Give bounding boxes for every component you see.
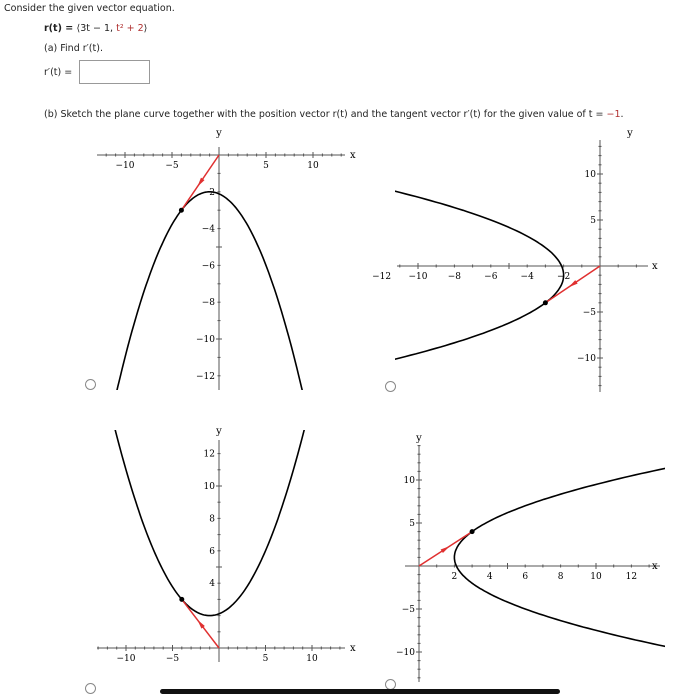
scrollbar[interactable] [160,689,560,694]
t-value: −1 [606,109,621,120]
y-tick-label: 2 [209,187,215,198]
x-tick-label: −4 [520,272,534,282]
eq-y: t² + 2 [116,23,144,34]
curve-point [470,529,475,534]
x-tick-label: 10 [306,654,318,664]
x-tick-label: 4 [486,572,493,582]
y-tick-label: 6 [209,546,215,557]
x-tick-label: −8 [447,272,462,282]
part-b-end: . [620,109,624,120]
curve-point [543,300,548,305]
y-tick-label: 5 [409,519,415,529]
x-tick-label: 5 [263,161,269,171]
x-axis-label: x [652,261,658,272]
curve-point [179,597,184,602]
graph-C [70,211,356,664]
intro-text: Consider the given vector equation. [4,3,175,14]
y-tick-label: −6 [201,261,215,272]
curve-point [179,208,184,213]
eq-close: ⟩ [143,23,148,34]
x-axis-label: x [350,643,356,654]
part-a-label: r′(t) = [44,67,73,78]
x-tick-label: −6 [484,272,498,282]
graph-D [396,428,674,686]
graph-B [109,128,658,413]
y-tick-label: 10 [203,482,215,492]
x-tick-label: 10 [307,161,319,171]
part-b-body: (b) Sketch the plane curve together with the position vector r(t) and the tangent vector r′(t) for the given value of t = [44,109,607,120]
plane-curve [451,428,674,686]
x-tick-label: 12 [625,572,638,582]
part-a-text: (a) Find r′(t). [44,43,103,54]
eq-x: 3t − 1 [80,23,111,34]
y-tick-label: 4 [209,579,215,590]
y-tick-label: −10 [196,335,215,345]
graph-A [69,128,356,652]
x-tick-label: 10 [590,572,602,582]
y-tick-label: 10 [403,476,415,486]
eq-open: ⟨ [76,23,81,34]
x-tick-label: −10 [116,654,136,664]
y-tick-label: −12 [196,371,215,382]
x-tick-label: −5 [165,654,180,664]
y-tick-label: 12 [203,449,215,460]
y-tick-label: 5 [590,216,596,226]
y-axis-label: y [627,128,633,139]
y-tick-label: −10 [396,648,415,658]
x-tick-label: −2 [556,272,571,282]
eq-lhs: r(t) = [44,23,77,34]
y-tick-label: −5 [401,605,415,615]
x-tick-label: 8 [557,572,564,582]
x-axis-label: x [350,150,356,161]
y-axis-label: y [216,426,222,437]
x-axis-label: x [652,561,658,572]
option-b-radio[interactable] [385,381,396,392]
x-tick-label: 5 [262,654,269,664]
option-c-radio[interactable] [85,683,96,694]
y-tick-label: −4 [201,224,215,235]
y-tick-label: −5 [582,308,596,318]
y-tick-label: 8 [209,514,215,525]
x-tick-label: −10 [408,272,428,282]
y-tick-label: −8 [201,298,215,309]
x-tick-label: 2 [451,572,458,582]
y-axis-label: y [416,433,422,444]
eq-comma: , [110,23,117,34]
y-tick-label: −10 [577,354,596,364]
x-tick-label: −10 [115,161,135,171]
y-axis-label: y [216,128,222,139]
x-tick-label: 6 [522,572,529,582]
option-a-radio[interactable] [85,379,96,390]
y-tick-label: 10 [584,170,596,180]
x-tick-label: −12 [372,272,392,282]
x-tick-label: −5 [165,161,179,171]
